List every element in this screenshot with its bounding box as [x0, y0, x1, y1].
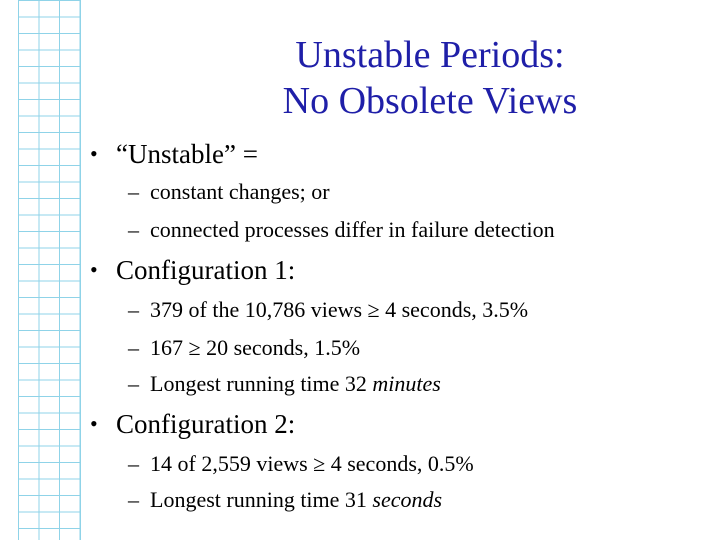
sub-bullet	[128, 334, 360, 362]
sub-bullet	[128, 486, 442, 514]
sub-bullet-text: 167 ≥ 20 seconds, 1.5%	[150, 335, 361, 360]
sub-bullet-text: 14 of 2,559 views ≥ 4 seconds, 0.5%	[150, 451, 474, 476]
sub-bullet-text: Longest running time 32	[150, 371, 373, 396]
bullet-text: “Unstable” =	[116, 139, 258, 169]
sub-bullet-text: connected processes differ in failure detection	[150, 217, 555, 242]
sub-bullet-emphasis: minutes	[372, 371, 441, 396]
sub-bullet-text: 379 of the 10,786 views ≥ 4 seconds, 3.5%	[150, 297, 529, 322]
bullet-dot: •	[90, 141, 98, 166]
bullet-unstable	[90, 138, 258, 170]
bullet-configuration-1	[90, 254, 295, 286]
bullet-text: Configuration 2:	[116, 409, 296, 439]
sub-bullet	[128, 450, 474, 478]
dash: –	[128, 179, 139, 204]
bullet-configuration-2	[90, 408, 295, 440]
title-line-2: No Obsolete Views	[282, 80, 578, 122]
dash: –	[128, 487, 139, 512]
slide-title	[160, 32, 700, 124]
sub-bullet	[128, 296, 528, 324]
bullet-text: Configuration 1:	[116, 255, 296, 285]
bullet-dot: •	[90, 257, 98, 282]
bullet-dot: •	[90, 411, 98, 436]
sub-bullet-text: Longest running time 31	[150, 487, 373, 512]
dash: –	[128, 217, 139, 242]
sub-bullet	[128, 178, 330, 206]
title-line-1: Unstable Periods:	[295, 34, 565, 76]
sub-bullet	[128, 370, 441, 398]
dash: –	[128, 297, 139, 322]
sub-bullet-emphasis: seconds	[372, 487, 443, 512]
sub-bullet	[128, 216, 555, 244]
dash: –	[128, 451, 139, 476]
dash: –	[128, 371, 139, 396]
sub-bullet-text: constant changes; or	[150, 179, 330, 204]
dash: –	[128, 335, 139, 360]
decorative-grid	[18, 0, 81, 540]
